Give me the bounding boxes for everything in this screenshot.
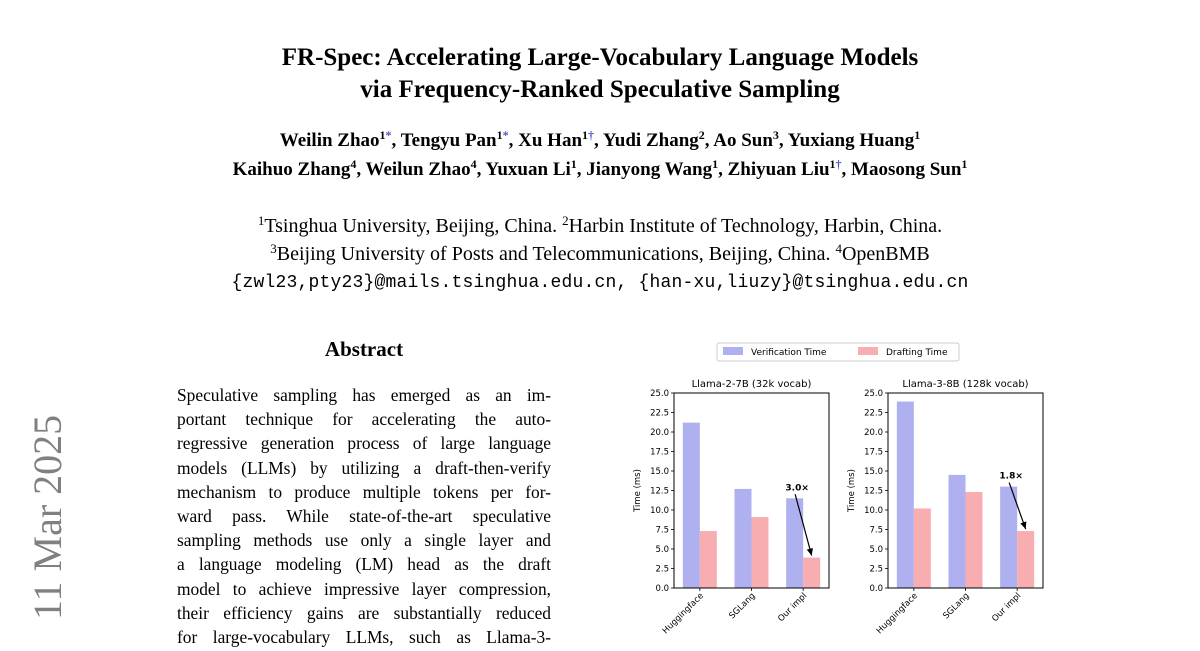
speedup-annotation: 3.0× — [785, 483, 809, 494]
abstract-line: model to achieve impressive layer compression, — [177, 578, 551, 599]
bar-verification — [897, 402, 914, 588]
legend-swatch-drafting — [858, 347, 878, 355]
bar-verification — [949, 475, 966, 588]
y-tick-label: 15.0 — [864, 467, 883, 477]
author-line-1: Weilin Zhao$^{1*}$, Tengyu Pan$^{1*}$, Xu Han$^{1\dagger}$, Yudi Zhang$^2$, Ao Sun$^3$, Yuxiang Huang$^1$ — [279, 128, 921, 151]
abstract-line: ward pass. While state-of-the-art speculative — [177, 505, 551, 526]
authors_line1-author-5: Yuxiang Huang — [787, 130, 915, 151]
authors_line1-author-1: Tengyu Pan — [400, 130, 497, 151]
legend-label-verification: Verification Time — [751, 348, 827, 358]
affiliations — [0, 212, 1200, 268]
authors_line2-author-5: Maosong Sun — [851, 159, 962, 180]
authors_line1-author-sup-1: 1 — [496, 128, 503, 142]
y-axis-label: Time (ms) — [847, 469, 857, 512]
affiliation-line-1 — [0, 212, 1200, 240]
bar-drafting — [1017, 531, 1034, 588]
authors_line2-author-3: Jianyong Wang — [586, 159, 713, 180]
y-tick-label: 7.5 — [869, 525, 883, 536]
x-tick-label: SGLang — [941, 591, 972, 622]
authors_line1-author-sup-0: 1 — [379, 128, 386, 142]
arxiv-date-stamp: 11 Mar 2025 — [25, 414, 70, 620]
authors_line1-author-0: Weilin Zhao — [279, 130, 380, 151]
y-tick-label: 17.5 — [650, 447, 669, 458]
bar-verification — [683, 423, 700, 588]
speedup-arrow-head — [807, 548, 813, 556]
speedup-annotation: 1.8× — [999, 471, 1023, 482]
abstract-heading: Abstract — [324, 337, 404, 361]
abstract-line: for large-vocabulary LLMs, such as Llama-3- — [177, 626, 551, 647]
authors_line2-author-mark-4: † — [835, 157, 842, 171]
aff-4: OpenBMB — [841, 243, 930, 265]
title-line-1: FR-Spec: Accelerating Large-Vocabulary Language Models — [281, 44, 919, 71]
abstract-line: their efficiency gains are substantially reduced — [177, 602, 551, 623]
authors_line1-author-mark-2: † — [588, 128, 595, 142]
y-tick-label: 10.0 — [864, 506, 883, 516]
y-tick-label: 15.0 — [650, 467, 669, 477]
authors_line1-author-sup-2: 1 — [582, 128, 589, 142]
y-tick-label: 0.0 — [655, 584, 669, 594]
aff-2: Harbin Institute of Technology, Harbin, China. — [568, 215, 943, 237]
authors_line1-author-2: Xu Han — [518, 130, 583, 151]
authors_line2-author-sup-1: 4 — [470, 157, 477, 171]
y-tick-label: 25.0 — [864, 389, 883, 399]
y-tick-label: 2.5 — [869, 564, 883, 575]
y-tick-label: 22.5 — [864, 408, 883, 419]
bar-verification — [1000, 487, 1017, 588]
aff-sup-1: 1 — [257, 213, 265, 228]
y-tick-label: 0.0 — [869, 584, 883, 594]
y-tick-label: 2.5 — [655, 564, 669, 575]
y-tick-label: 5.0 — [869, 545, 883, 555]
abstract-line: portant technique for accelerating the auto- — [177, 409, 551, 430]
bar-drafting — [803, 558, 820, 588]
author-line-2: Kaihuo Zhang$^4$, Weilun Zhao$^4$, Yuxuan Li$^1$, Jianyong Wang$^1$, Zhiyuan Liu$^{1\dagger}$, Maosong Sun$^1$ — [232, 157, 968, 180]
authors_line1-author-4: Ao Sun — [713, 130, 773, 151]
authors_line2-author-1: Weilun Zhao — [365, 159, 471, 180]
y-tick-label: 12.5 — [650, 486, 669, 497]
legend-label-drafting: Drafting Time — [886, 348, 948, 358]
abstract-line: sampling methods use only a single layer and — [177, 530, 551, 551]
authors_line2-author-sup-3: 1 — [712, 157, 719, 171]
title-line-2: via Frequency-Ranked Speculative Sampling — [360, 76, 840, 103]
authors_line1-author-sup-3: 2 — [698, 128, 705, 142]
authors_line2-author-0: Kaihuo Zhang — [232, 159, 351, 180]
paper-title — [0, 42, 1200, 106]
y-tick-label: 20.0 — [864, 428, 883, 438]
figure-bar-charts — [620, 338, 1060, 646]
abstract-line: models (LLMs) by utilizing a draft-then-verify — [177, 457, 551, 478]
authors_line1-author-3: Yudi Zhang — [602, 130, 699, 151]
y-tick-label: 20.0 — [650, 428, 669, 438]
bar-verification — [786, 498, 803, 588]
chart-title: Llama-3-8B (128k vocab) — [902, 379, 1029, 390]
authors_line1-author-sup-4: 3 — [772, 128, 779, 142]
legend-swatch-verification — [723, 347, 743, 355]
y-tick-label: 7.5 — [655, 525, 669, 536]
x-tick-label: Our impl — [990, 591, 1024, 625]
bar-drafting — [966, 492, 983, 588]
figure-svg — [620, 338, 1060, 646]
y-tick-label: 17.5 — [864, 447, 883, 458]
author-list — [0, 126, 1200, 184]
author-emails: {zwl23,pty23}@mails.tsinghua.edu.cn, {han-xu,liuzy}@tsinghua.edu.cn — [231, 273, 969, 293]
y-tick-label: 12.5 — [864, 486, 883, 497]
x-tick-label: SGLang — [727, 591, 758, 622]
y-axis-label: Time (ms) — [633, 469, 643, 512]
x-tick-label: Our impl — [776, 591, 810, 625]
authors_line2-author-sup-0: 4 — [350, 157, 357, 171]
abstract-line: a language modeling (LM) head as the draft — [177, 554, 551, 575]
aff-3: Beijing University of Posts and Telecommunications, Beijing, China. — [276, 243, 831, 265]
authors_line2-author-sup-4: 1 — [829, 157, 836, 171]
aff-1: Tsinghua University, Beijing, China. — [264, 215, 558, 237]
bar-drafting — [914, 508, 931, 588]
bar-drafting — [752, 517, 769, 588]
aff-sup-3: 3 — [270, 241, 277, 256]
abstract-line: mechanism to produce multiple tokens per for- — [177, 481, 551, 502]
aff-sup-2: 2 — [562, 213, 569, 228]
authors_line2-author-sup-5: 1 — [961, 157, 968, 171]
y-tick-label: 25.0 — [650, 389, 669, 399]
abstract-line: Speculative sampling has emerged as an im- — [177, 385, 551, 405]
authors_line2-author-sup-2: 1 — [570, 157, 577, 171]
authors_line2-author-4: Zhiyuan Liu — [727, 159, 830, 180]
y-tick-label: 22.5 — [650, 408, 669, 419]
authors_line1-author-mark-1: * — [502, 128, 509, 142]
y-tick-label: 10.0 — [650, 506, 669, 516]
affiliation-line-2 — [0, 240, 1200, 268]
y-tick-label: 5.0 — [655, 545, 669, 555]
authors_line2-author-2: Yuxuan Li — [485, 159, 571, 180]
bar-verification — [735, 489, 752, 588]
authors_line1-author-sup-5: 1 — [914, 128, 921, 142]
aff-sup-4: 4 — [835, 241, 842, 256]
authors_line1-author-mark-0: * — [385, 128, 392, 142]
chart-title: Llama-2-7B (32k vocab) — [691, 379, 812, 390]
x-tick-label: Huggingface — [874, 591, 920, 637]
x-tick-label: Huggingface — [660, 591, 706, 637]
abstract-body — [177, 383, 551, 649]
speedup-arrow-head — [1020, 521, 1026, 529]
bar-drafting — [700, 531, 717, 588]
abstract-line: regressive generation process of large language — [177, 433, 551, 454]
